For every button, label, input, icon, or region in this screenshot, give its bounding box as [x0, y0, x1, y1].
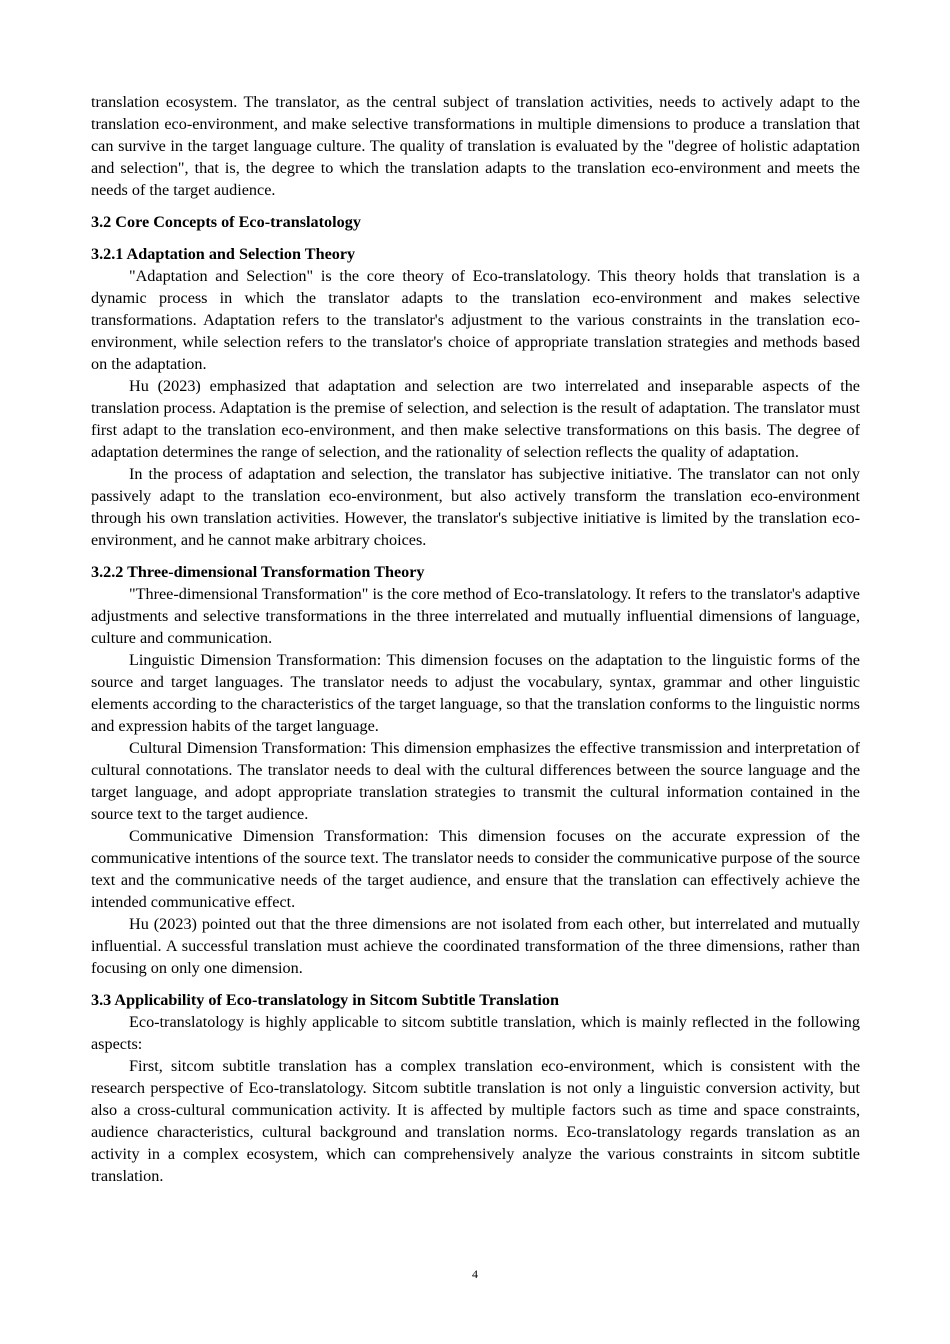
paragraph: Linguistic Dimension Transformation: This dimension focuses on the adaptation to the linguistic forms of the source and target languages. The translator needs to adjust the vocabulary, syntax, grammar and other linguistic elements according to the characteristics of the target language, so that the translation conforms to the linguistic norms and expression habits of the target language. — [91, 651, 860, 735]
section-heading-3-2: 3.2 Core Concepts of Eco-translatology — [91, 213, 361, 231]
paragraph: In the process of adaptation and selection, the translator has subjective initiative. The translator can not only passively adapt to the translation eco-environment, but also actively transform the translation eco-environment through his own translation activities. However, the translator's subjective initiative is limited by the translation eco-environment, and he cannot make arbitrary choices. — [91, 465, 860, 549]
subsection-heading-3-2-2: 3.2.2 Three-dimensional Transformation Theory — [91, 563, 425, 581]
paragraph: Communicative Dimension Transformation: This dimension focuses on the accurate expression of the communicative intentions of the source text. The translator needs to consider the communicative purpose of the source text and the communicative needs of the target audience, and ensure that the translation can effectively achieve the intended communicative effect. — [91, 827, 860, 911]
continuation-paragraph: translation ecosystem. The translator, as the central subject of translation activities, needs to actively adapt to the translation eco-environment, and make selective transformations in multiple dimensions to produce a translation that can survive in the target language culture. The quality of translation is evaluated by the "degree of holistic adaptation and selection", that is, the degree to which the translation adapts to the translation eco-environment and meets the needs of the target audience. — [91, 93, 860, 199]
subsection-heading-3-2-1: 3.2.1 Adaptation and Selection Theory — [91, 245, 356, 263]
section-heading-3-3: 3.3 Applicability of Eco-translatology in Sitcom Subtitle Translation — [91, 991, 559, 1009]
paragraph: "Three-dimensional Transformation" is the core method of Eco-translatology. It refers to the translator's adaptive adjustments and selective transformations in the three interrelated and mutually influential dimensions of language, culture and communication. — [91, 585, 860, 647]
paragraph: Cultural Dimension Transformation: This dimension emphasizes the effective transmission and interpretation of cultural connotations. The translator needs to deal with the cultural differences between the source language and the target language, and adopt appropriate translation strategies to transmit the cultural information contained in the source text to the target audience. — [91, 739, 860, 823]
page-number: 4 — [472, 1267, 478, 1281]
paragraph: Eco-translatology is highly applicable to sitcom subtitle translation, which is mainly reflected in the following aspects: — [91, 1013, 860, 1053]
paragraph: First, sitcom subtitle translation has a complex translation eco-environment, which is consistent with the research perspective of Eco-translatology. Sitcom subtitle translation is not only a linguistic conversion activity, but also a cross-cultural communication activity. It is affected by multiple factors such as time and space constraints, audience characteristics, cultural background and translation norms. Eco-translatology regards translation as an activity in a complex ecosystem, which can comprehensively analyze the various constraints in sitcom subtitle translation. — [91, 1057, 860, 1185]
paragraph: "Adaptation and Selection" is the core theory of Eco-translatology. This theory holds that translation is a dynamic process in which the translator adapts to the translation eco-environment and makes selective transformations. Adaptation refers to the translator's adjustment to the various constraints in the translation eco-environment, while selection refers to the translator's choice of appropriate translation strategies and methods based on the adaptation. — [91, 267, 860, 373]
paragraph: Hu (2023) emphasized that adaptation and selection are two interrelated and inseparable aspects of the translation process. Adaptation is the premise of selection, and selection is the result of adaptation. The translator must first adapt to the translation eco-environment, and then make selective transformations on this basis. The degree of adaptation determines the range of selection, and the rationality of selection reflects the quality of adaptation. — [91, 377, 860, 461]
paragraph: Hu (2023) pointed out that the three dimensions are not isolated from each other, but interrelated and mutually influential. A successful translation must achieve the coordinated transformation of the three dimensions, rather than focusing on only one dimension. — [91, 915, 860, 977]
page-body — [91, 91, 860, 1187]
